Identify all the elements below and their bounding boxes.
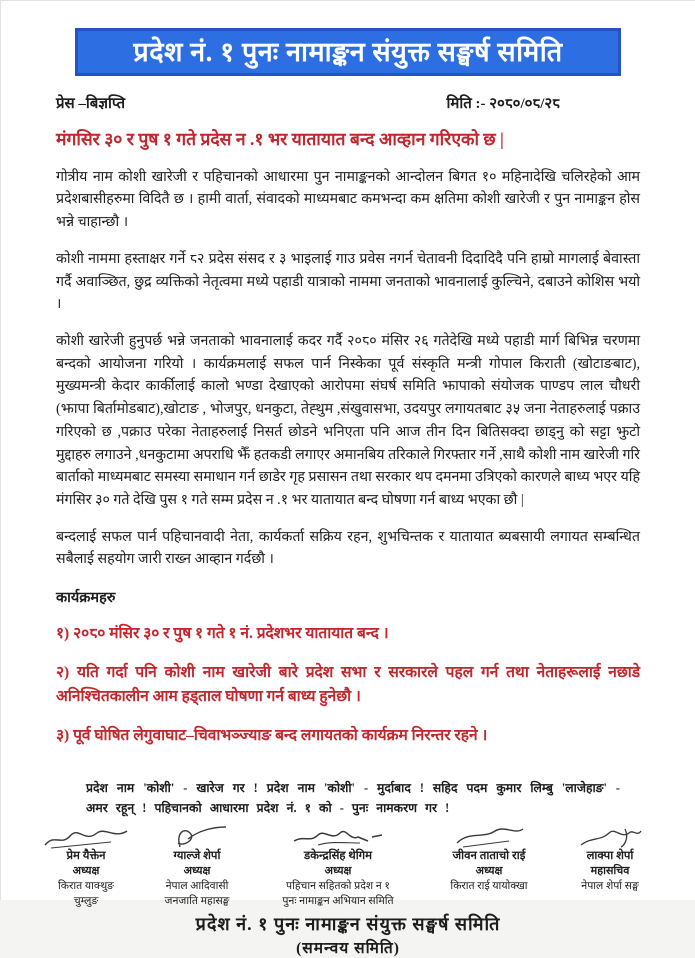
signatory-name: डकेन्द्रसिंह थेगिम — [303, 849, 373, 862]
signatory-org: किरात याक्थुङ — [58, 880, 114, 893]
banner-title: प्रदेश नं. १ पुनः नामाङ्कन संयुक्त सङ्घर्ष समिति — [133, 37, 563, 67]
signatory-role: अध्यक्ष — [183, 865, 211, 878]
signature-scribble-5 — [575, 825, 645, 851]
paragraph-1: गोत्रीय नाम कोशी खारेजी र पहिचानको आधारमा पुन नामाङ्कनको आन्दोलन बिगत १० महिनादेखि चलिरहेको आम प्रदेशबासीहरुमा विदितै छ । हामी वार्ता, संवादको माध्यमबाट कमभन्दा कम क्षतिमा कोशी खारेजी र पुन नामाङ्कन होस भन्ने चाहान्छौ । — [56, 168, 640, 231]
signature-row — [31, 825, 665, 908]
signatory-org: जनजाति महासङ्घ — [164, 894, 230, 907]
program-item-3: ३) पूर्व घोषित लेगुवाघाट–चिवाभञ्ज्याङ बन्द लगायतको कार्यक्रम निरन्तर रहने । — [56, 727, 488, 745]
signatory-role: अध्यक्ष — [324, 865, 352, 878]
slogans-text: प्रदेश नाम 'कोशी' - खारेज गर ! प्रदेश नाम 'कोशी' - मुर्दाबाद ! सहिद पदम कुमार लिम्बु 'लाजेहाङ' - अमर रहून् ! पहिचानको आधारमा प्रदेश नं. १ को - पुनः नामकरण गर ! — [86, 781, 620, 816]
signature-scribble-2 — [162, 825, 232, 851]
date-label: मिति :- २०८०/०८/२८ — [446, 96, 560, 112]
signatory-5 — [555, 825, 665, 894]
meta-row — [56, 93, 640, 113]
signatory-org: चुम्लुङ — [73, 894, 99, 907]
press-label: प्रेस –बिज्ञप्ति — [56, 96, 126, 112]
signatory-1 — [31, 825, 141, 908]
signatory-org: किरात राई यायोक्खा — [450, 880, 528, 893]
paragraph-3: कोशी खारेजी हुनुपर्छ भन्ने जनताको भावनालाई कदर गर्दै २०८० मंसिर २६ गतेदेखि मध्ये पहाडी मार्ग बिभिन्न चरणमा बन्दको आयोजना गरियो । कार्यक्रमलाई सफल पार्न निस्केका पूर्व संस्कृति मन्त्री गोपाल किराती (खोटाङबाट), मुख्यमन्त्री केदार कार्कीलाई कालो भण्डा देखाएको आरोपमा संघर्ष समिति झापाको संयोजक पाण्डप लाल चौधरी (झापा बिर्तामोडबाट),खोटाङ , भोजपुर, धनकुटा, तेह्थुम ,संखुवासभा, उदयपुर लगायतबाट ३५ जना नेताहरुलाई पक्राउ गरिएको छ ,पक्राउ परेका नेताहरुलाई निसर्त छोडने भनिएता पनि आज तीन दिन बितिसक्दा छाड्नु को सट्टा झुटो मुद्दाहरु लगाउने ,धनकुटामा अपराधि झैँ हतकडी लगाएर अमानबिय तरिकाले गिरफ्तार गर्ने ,साथै कोशी नाम खारेजी गरि बार्ताको माध्यमबाट समस्या समाधान गर्न छाडेर गृह प्रसासन तथा सरकार थप दमनमा उत्रिएको कारणले बाध्य भएर यहि मंगसिर ३० गते देखि पुस १ गते सम्म प्रदेस न .१ भर यातायात बन्द घोषणा गर्न बाध्य भएका छौ | — [56, 332, 640, 508]
footer-committee-name: प्रदेश नं. १ पुनः नामाङ्कन संयुक्त सङ्घर्ष समिति — [195, 913, 501, 934]
program-item-2: २) यति गर्दा पनि कोशी नाम खारेजी बारे प्रदेश सभा र सरकारले पहल गर्न तथा नेताहरूलाई नछाडे अनिश्चितकालीन आम हड्ताल घोषणा गर्न बाध्य हुनेछौ । — [56, 664, 640, 706]
signatory-4 — [424, 825, 554, 894]
signatory-org: पुनः नामाङ्कन अभियान समिति — [282, 894, 394, 907]
signatory-org: नेपाल शेर्पा सङ्घ — [581, 880, 639, 893]
paragraph-2: कोशी नाममा हस्ताक्षर गर्ने ८२ प्रदेस संसद र ३ भाइलाई गाउ प्रवेस नगर्न चेतावनी दिदादिदै पनि हाम्रो मागलाई बेवास्ता गर्दै अवाञ्छित, छुद्र व्यक्तिको नेतृत्वमा मध्ये पहाडी यात्राको नाममा जनताको भावनालाई कुल्चिने, दबाउने कोशिस भयो । — [56, 250, 640, 313]
headline: मंगसिर ३० र पुष १ गते प्रदेस न .१ भर यातायात बन्द आव्हान गरिएको छ | — [56, 129, 504, 149]
signatory-name: जीवन ताताचो राई — [452, 849, 526, 862]
signatory-name: ग्याल्जे शेर्पा — [173, 849, 221, 862]
program-item-1: १) २०८० मंसिर ३० र पुष १ गते १ नं. प्रदेशभर यातायात बन्द । — [56, 625, 389, 643]
signatory-role: महासचिव — [590, 865, 630, 878]
signatory-name: प्रेम यैक्तेन — [66, 849, 106, 862]
signatory-org: नेपाल आदिवासी — [165, 880, 229, 893]
signature-scribble-1 — [41, 825, 131, 851]
signatory-name: लाक्पा शेर्पा — [586, 849, 634, 862]
signatory-org: पहिचान सहितको प्रदेश न १ — [286, 880, 390, 893]
paragraph-4: बन्दलाई सफल पार्न पहिचानवादी नेता, कार्यकर्ता सक्रिय रहन, शुभचिन्तक र यातायात ब्यबसायी लगायत सम्बन्धित सबैलाई सहयोग जारी राख्न आव्हान गर्दछौ । — [56, 528, 640, 568]
signature-scribble-4 — [449, 825, 529, 851]
signatory-2 — [142, 825, 252, 908]
footer-subtitle: (समन्वय समिति) — [296, 939, 400, 957]
signatory-role: अध्यक्ष — [72, 865, 100, 878]
signature-scribble-3 — [288, 825, 388, 851]
committee-banner — [75, 28, 621, 76]
signatory-3 — [253, 825, 423, 908]
programs-heading: कार्यक्रमहरु — [56, 590, 116, 607]
signatory-role: अध्यक्ष — [475, 865, 503, 878]
